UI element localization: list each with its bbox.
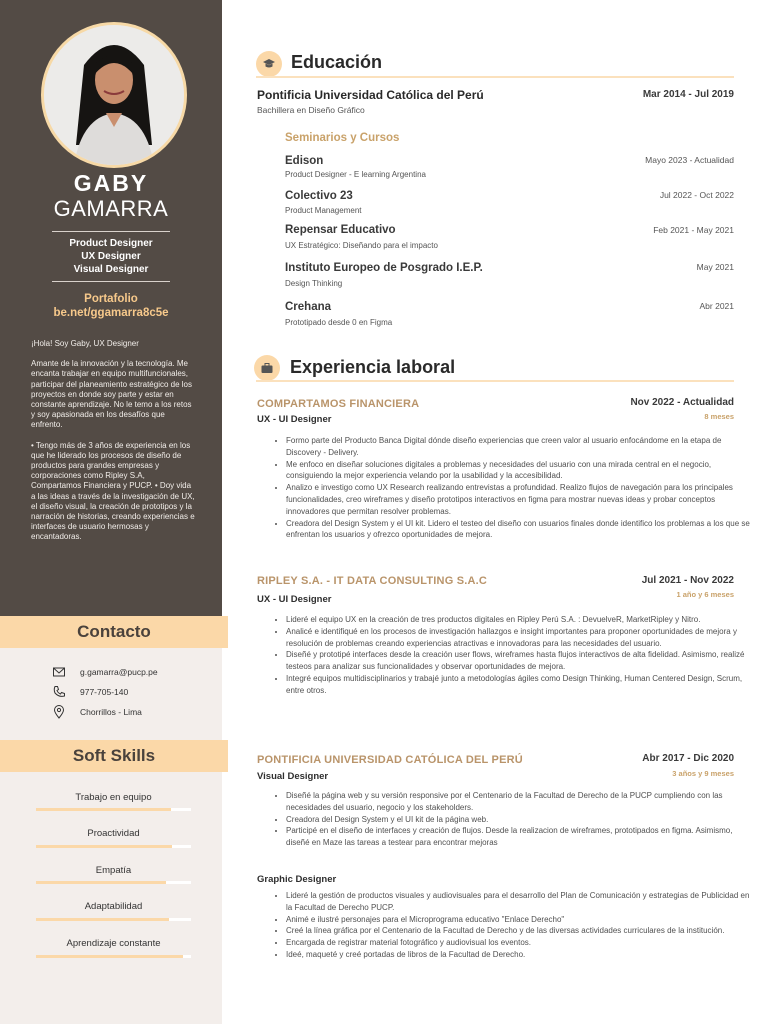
- job-bullet: • Participé en el diseño de interfaces y creación de flujos. Desde la realizacion de wireframes, prototipados en figma. Asimismo, diseñé en Maze las tareas a testear para encontrar mejoras: [286, 825, 751, 849]
- contact-heading: Contacto: [0, 616, 228, 648]
- mail-icon: [52, 665, 66, 679]
- skill-bar-fill: [36, 918, 169, 921]
- section-rule: [256, 76, 734, 78]
- main-content: [222, 0, 768, 1024]
- graduation-cap-icon: [262, 57, 276, 71]
- course-detail: Product Management: [285, 206, 362, 215]
- course-date: Abr 2021: [699, 301, 734, 311]
- email-text: g.gamarra@pucp.pe: [80, 667, 158, 677]
- role-line: Product Designer: [69, 238, 153, 249]
- experience-title: Experiencia laboral: [290, 357, 456, 377]
- job-bullet: • Encargada de registrar material fotográfico y audiovisual los eventos.: [286, 937, 751, 949]
- job-bullet: • Integré equipos multidisciplinarios y trabajé junto a metodologías ágiles como Design Thinking, Human Centered Design, Scrum, entre otros.: [286, 673, 751, 697]
- job-bullet: • Ideé, maqueté y creé portadas de libros de la Facultad de Derecho.: [286, 949, 751, 961]
- job-bullet: • Animé e ilustré personajes para el Microprograma educativo "Enlace Derecho": [286, 914, 751, 926]
- skill-bar: [36, 918, 191, 921]
- bio-paragraph: Amante de la innovación y la tecnología. Me encanta trabajar en equipo multifuncionales, participar del planeamiento estratégico de los proyectos en donde soy parte y estar en constante aprendizaje. No le temo a los retos y soy apasionada en los desafíos que enfrento.: [31, 359, 192, 430]
- portfolio-link[interactable]: be.net/ggamarra8c5e: [53, 307, 169, 319]
- job-bullet: • Analizo e investigo como UX Research realizando entrevistas a profundidad. Realizo flujos de navegación para los principales funcionalidades, creo wireframes y diseño prototipos interactivos en figma para mostrar nuevas ideas y probar conceptos innovadores que permitan resolver problemas.: [286, 482, 751, 517]
- job-company: COMPARTAMOS FINANCIERA: [257, 398, 420, 410]
- job-bullet: • Diseñé la página web y su versión responsive por el Centenario de la Facultad de Derecho de la PUCP cumpliendo con las necesidades del usuario, negocio y los stakeholders.: [286, 790, 751, 814]
- experience-section-icon: [254, 355, 280, 381]
- skill-bar: [36, 845, 191, 848]
- phone-icon: [52, 685, 66, 699]
- job-role: UX - UI Designer: [257, 414, 332, 425]
- sidebar: [0, 0, 222, 1024]
- roles-list: [0, 237, 222, 276]
- job-bullets: [272, 790, 751, 849]
- role-line: UX Designer: [81, 251, 141, 262]
- job-role: UX - UI Designer: [257, 594, 332, 605]
- course-name: Instituto Europeo de Posgrado I.E.P.: [285, 262, 483, 274]
- job-bullet: • Lideré la gestión de productos visuales y audiovisuales para el desarrollo del Plan de Comunicación y estrategias de Publicidad en la Facultad de Derecho PUCP.: [286, 890, 751, 914]
- skill-label: Trabajo en equipo: [75, 792, 152, 803]
- job-dates: Nov 2022 - Actualidad: [630, 397, 734, 408]
- course-name: Crehana: [285, 301, 332, 313]
- job-bullet: • Creé la línea gráfica por el Centenario de la Facultad de Derecho y de las diversas actividades curriculares de la institución.: [286, 925, 751, 937]
- skill-bar: [36, 881, 191, 884]
- divider: [52, 281, 170, 282]
- job-bullets: [272, 614, 751, 697]
- job-dates: Abr 2017 - Dic 2020: [642, 753, 734, 764]
- course-name: Edison: [285, 155, 324, 167]
- job-bullet: • Lideré el equipo UX en la creación de tres productos digitales en Ripley Perú S.A. : DevuelveR, MarketRipley y Nitro.: [286, 614, 751, 626]
- job-bullet: • Me enfoco en diseñar soluciones digitales a problemas y necesidades del usuario con una mirada central en el negocio, consiguiendo la mejor experiencia velando por la usabilidad y la accesibilidad.: [286, 459, 751, 483]
- course-detail: UX Estratégico: Diseñando para el impacto: [285, 241, 438, 250]
- bio-greeting: ¡Hola! Soy Gaby, UX Designer: [31, 339, 139, 348]
- job-company: PONTIFICIA UNIVERSIDAD CATÓLICA DEL PERÚ: [257, 754, 523, 766]
- skill-label: Proactividad: [87, 828, 140, 839]
- profile-photo: [41, 22, 187, 168]
- job-bullet: • Creadora del Design System y el UI kit de la página web.: [286, 814, 751, 826]
- education-degree: Bachillera en Diseño Gráfico: [257, 105, 365, 115]
- course-date: May 2021: [696, 262, 734, 272]
- education-section-icon: [256, 51, 282, 77]
- job-dates: Jul 2021 - Nov 2022: [641, 575, 734, 586]
- job-duration: 1 año y 6 meses: [676, 590, 734, 599]
- skill-bar-fill: [36, 808, 171, 811]
- bio: [31, 339, 196, 553]
- contact-email[interactable]: [52, 665, 158, 679]
- course-detail: Design Thinking: [285, 279, 343, 288]
- job-bullet: • Creadora del Design System y el UI kit. Lidero el testeo del diseño con usuarios finales donde identifico los problemas a los que se enfrentan los usuarios y ofrezco oportunidades de mejora.: [286, 518, 751, 542]
- skill-label: Adaptabilidad: [84, 901, 143, 912]
- education-institution: Pontificia Universidad Católica del Perú: [257, 88, 484, 102]
- job-bullet: • Diseñé y prototipé interfaces desde la creación user flows, wireframes hasta flujos interactivos de alta fidelidad. Asimismo, realizé testeos para analizar sus funcionalidades y observar oportunidades de mejora.: [286, 649, 751, 673]
- bio-paragraph: • Tengo más de 3 años de experiencia en los que he liderado los procesos de diseño de productos para grandes empresas y corporaciones como Ripley S.A, Compartamos Financiera y PUCP. • Doy vida a las ideas a través de la investigación de UX, el diseño visual, la creación de prototipos y la narración de historias, creando experiencias e interfaces de usuario hermosas y encantadoras.: [31, 440, 195, 542]
- course-date: Mayo 2023 - Actualidad: [645, 155, 734, 165]
- job-bullet: • Analicé e identifiqué en los procesos de investigación hallazgos e insight importantes para proponer oportunidades de mejora y resolución de problemas creando experiencias atractivas e innovadoras para las necesidades del usuario.: [286, 626, 751, 650]
- course-date: Jul 2022 - Oct 2022: [659, 190, 734, 200]
- job-bullets: [272, 890, 751, 961]
- education-title: Educación: [291, 52, 383, 72]
- contact-location: [52, 705, 142, 719]
- contact-phone[interactable]: [52, 685, 128, 699]
- location-text: Chorrillos - Lima: [80, 707, 142, 717]
- course-date: Feb 2021 - May 2021: [653, 225, 734, 235]
- skill-bar: [36, 808, 191, 811]
- briefcase-icon: [260, 361, 274, 375]
- section-rule: [256, 380, 734, 382]
- soft-skills-heading: Soft Skills: [0, 740, 228, 772]
- job-bullets: [272, 435, 751, 541]
- job-role: Visual Designer: [257, 771, 329, 782]
- phone-text: 977-705-140: [80, 687, 129, 697]
- course-name: Colectivo 23: [285, 190, 353, 202]
- job-duration: 3 años y 9 meses: [672, 769, 734, 778]
- job-role: Graphic Designer: [257, 874, 337, 885]
- last-name: GAMARRA: [53, 196, 169, 221]
- divider: [52, 231, 170, 232]
- skill-bar-fill: [36, 845, 172, 848]
- location-pin-icon: [52, 705, 66, 719]
- job-duration: 8 meses: [704, 412, 734, 421]
- course-detail: Prototipado desde 0 en Figma: [285, 318, 393, 327]
- skill-label: Aprendizaje constante: [66, 938, 161, 949]
- skill-bar-fill: [36, 955, 183, 958]
- skill-label: Empatía: [95, 865, 132, 876]
- role-line: Visual Designer: [73, 264, 149, 275]
- job-bullet: • Formo parte del Producto Banca Digital dónde diseño experiencias que creen valor al usuario enfocándome en la etapa de Discovery - Delivery.: [286, 435, 751, 459]
- skill-bar: [36, 955, 191, 958]
- seminars-title: Seminarios y Cursos: [285, 132, 400, 144]
- education-dates: Mar 2014 - Jul 2019: [642, 89, 734, 100]
- portfolio-block: [0, 292, 222, 320]
- job-company: RIPLEY S.A. - IT DATA CONSULTING S.A.C: [257, 575, 488, 587]
- course-detail: Product Designer - E learning Argentina: [285, 170, 426, 179]
- portfolio-label: Portafolio: [84, 293, 138, 305]
- skill-bar-fill: [36, 881, 166, 884]
- first-name: GABY: [73, 170, 149, 196]
- course-name: Repensar Educativo: [285, 224, 396, 236]
